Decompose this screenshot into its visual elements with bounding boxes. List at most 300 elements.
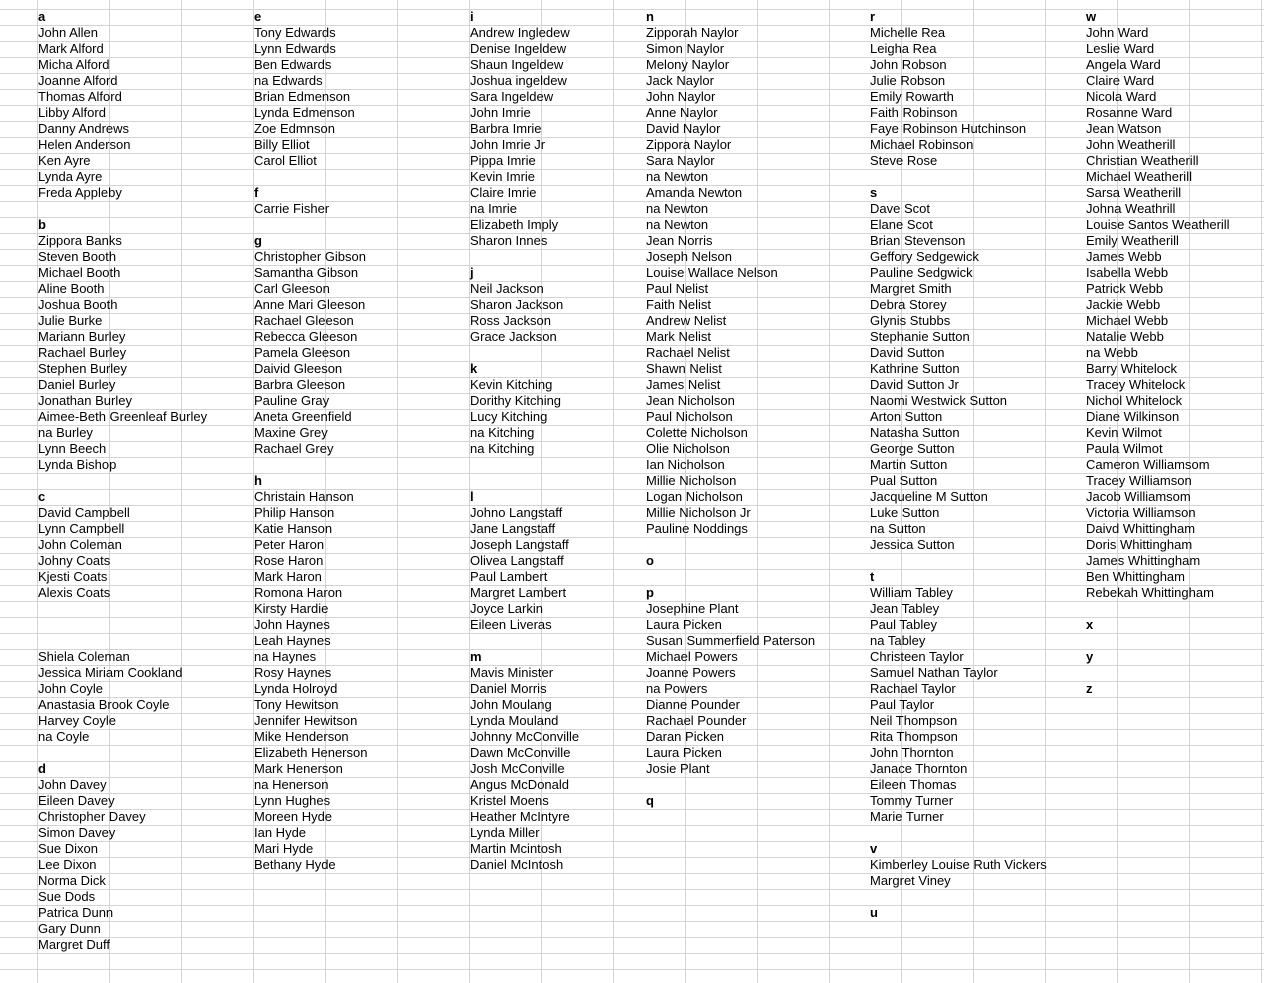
- name-cell[interactable]: Michael Webb: [1086, 313, 1169, 328]
- name-cell[interactable]: na Imrie: [470, 201, 517, 216]
- section-letter-cell[interactable]: a: [38, 9, 46, 24]
- name-cell[interactable]: Nicola Ward: [1086, 89, 1157, 104]
- name-cell[interactable]: Jack Naylor: [646, 73, 714, 88]
- name-cell[interactable]: Mark Henerson: [254, 761, 343, 776]
- name-cell[interactable]: Logan Nicholson: [646, 489, 743, 504]
- name-cell[interactable]: Anne Naylor: [646, 105, 718, 120]
- name-cell[interactable]: Rebecca Gleeson: [254, 329, 358, 344]
- name-cell[interactable]: Pauline Sedgwick: [870, 265, 973, 280]
- name-cell[interactable]: na Edwards: [254, 73, 323, 88]
- name-cell[interactable]: Rachael Pounder: [646, 713, 747, 728]
- name-cell[interactable]: [1084, 601, 1230, 617]
- name-cell[interactable]: Lynn Hughes: [254, 793, 331, 808]
- name-cell[interactable]: John Imrie: [470, 105, 531, 120]
- name-cell[interactable]: Romona Haron: [254, 585, 343, 600]
- name-cell[interactable]: Johnny McConville: [470, 729, 580, 744]
- name-cell[interactable]: Rachael Taylor: [870, 681, 956, 696]
- name-cell[interactable]: Moreen Hyde: [254, 809, 333, 824]
- name-cell[interactable]: Billy Elliot: [254, 137, 310, 152]
- name-cell[interactable]: Emily Weatherill: [1086, 233, 1179, 248]
- section-letter-cell[interactable]: h: [254, 473, 262, 488]
- name-cell[interactable]: Louise Wallace Nelson: [646, 265, 778, 280]
- name-cell[interactable]: Lynda Ayre: [38, 169, 103, 184]
- name-cell[interactable]: Stephanie Sutton: [870, 329, 970, 344]
- name-cell[interactable]: Julie Burke: [38, 313, 103, 328]
- name-cell[interactable]: Bethany Hyde: [254, 857, 336, 872]
- name-cell[interactable]: Janace Thornton: [870, 761, 968, 776]
- name-cell[interactable]: na Newton: [646, 217, 709, 232]
- name-cell[interactable]: Margret Duff: [38, 937, 111, 952]
- name-cell[interactable]: Joshua Booth: [38, 297, 118, 312]
- name-cell[interactable]: [1084, 633, 1230, 649]
- name-cell[interactable]: Stephen Burley: [38, 361, 127, 376]
- name-cell[interactable]: Peter Haron: [254, 537, 325, 552]
- name-cell[interactable]: John Haynes: [254, 617, 330, 632]
- name-cell[interactable]: Barry Whitelock: [1086, 361, 1178, 376]
- name-cell[interactable]: na Webb: [1086, 345, 1138, 360]
- section-letter-cell[interactable]: v: [870, 841, 878, 856]
- name-cell[interactable]: na Tabley: [870, 633, 926, 648]
- name-cell[interactable]: Kevin Kitching: [470, 377, 553, 392]
- name-cell[interactable]: [468, 249, 579, 265]
- name-cell[interactable]: Joyce Larkin: [470, 601, 543, 616]
- name-cell[interactable]: Christain Hanson: [254, 489, 354, 504]
- name-cell[interactable]: [868, 553, 1047, 569]
- name-cell[interactable]: na Newton: [646, 169, 709, 184]
- name-cell[interactable]: Jonathan Burley: [38, 393, 132, 408]
- name-cell[interactable]: Natasha Sutton: [870, 425, 960, 440]
- name-cell[interactable]: Barbra Gleeson: [254, 377, 346, 392]
- name-cell[interactable]: Mari Hyde: [254, 841, 314, 856]
- name-cell[interactable]: [252, 457, 367, 473]
- name-cell[interactable]: Zipporah Naylor: [646, 25, 739, 40]
- name-cell[interactable]: Mark Alford: [38, 41, 104, 56]
- name-cell[interactable]: Shawn Nelist: [646, 361, 722, 376]
- name-cell[interactable]: David Sutton: [870, 345, 945, 360]
- name-cell[interactable]: Millie Nicholson: [646, 473, 737, 488]
- name-cell[interactable]: John Thornton: [870, 745, 954, 760]
- section-letter-cell[interactable]: o: [646, 553, 654, 568]
- name-cell[interactable]: John Imrie Jr: [470, 137, 546, 152]
- name-cell[interactable]: Mariann Burley: [38, 329, 126, 344]
- name-cell[interactable]: Paul Tabley: [870, 617, 937, 632]
- name-cell[interactable]: Paul Nelist: [646, 281, 709, 296]
- name-cell[interactable]: na Burley: [38, 425, 93, 440]
- name-cell[interactable]: Diane Wilkinson: [1086, 409, 1180, 424]
- name-cell[interactable]: [644, 537, 815, 553]
- name-cell[interactable]: [252, 217, 367, 233]
- name-cell[interactable]: Shiela Coleman: [38, 649, 130, 664]
- name-cell[interactable]: John Allen: [38, 25, 98, 40]
- name-cell[interactable]: Paul Nicholson: [646, 409, 733, 424]
- name-cell[interactable]: Tracey Williamson: [1086, 473, 1192, 488]
- name-cell[interactable]: Ross Jackson: [470, 313, 551, 328]
- name-cell[interactable]: Dawn McConville: [470, 745, 571, 760]
- name-cell[interactable]: na Kitching: [470, 425, 535, 440]
- name-cell[interactable]: Pauline Gray: [254, 393, 330, 408]
- name-cell[interactable]: Kevin Wilmot: [1086, 425, 1162, 440]
- name-cell[interactable]: Ken Ayre: [38, 153, 91, 168]
- name-cell[interactable]: John Naylor: [646, 89, 716, 104]
- name-cell[interactable]: Martin Sutton: [870, 457, 948, 472]
- section-letter-cell[interactable]: c: [38, 489, 46, 504]
- name-cell[interactable]: [36, 601, 207, 617]
- name-cell[interactable]: Mark Haron: [254, 569, 322, 584]
- name-cell[interactable]: Simon Davey: [38, 825, 116, 840]
- name-cell[interactable]: Grace Jackson: [470, 329, 557, 344]
- name-cell[interactable]: Louise Santos Weatherill: [1086, 217, 1230, 232]
- name-cell[interactable]: Norma Dick: [38, 873, 106, 888]
- name-cell[interactable]: Rose Haron: [254, 553, 324, 568]
- name-cell[interactable]: Gary Dunn: [38, 921, 101, 936]
- name-cell[interactable]: Eileen Thomas: [870, 777, 957, 792]
- name-cell[interactable]: Joanne Alford: [38, 73, 118, 88]
- name-cell[interactable]: Cameron Williamsom: [1086, 457, 1210, 472]
- name-cell[interactable]: Helen Anderson: [38, 137, 131, 152]
- name-cell[interactable]: Kirsty Hardie: [254, 601, 329, 616]
- name-cell[interactable]: Denise Ingeldew: [470, 41, 567, 56]
- name-cell[interactable]: na Newton: [646, 201, 709, 216]
- name-cell[interactable]: Angela Ward: [1086, 57, 1161, 72]
- section-letter-cell[interactable]: b: [38, 217, 46, 232]
- name-cell[interactable]: Christeen Taylor: [870, 649, 964, 664]
- name-cell[interactable]: Kristel Moens: [470, 793, 549, 808]
- name-cell[interactable]: [1084, 665, 1230, 681]
- name-cell[interactable]: Tracey Whitelock: [1086, 377, 1186, 392]
- name-cell[interactable]: Martin Mcintosh: [470, 841, 562, 856]
- name-cell[interactable]: na Henerson: [254, 777, 329, 792]
- name-cell[interactable]: [468, 473, 579, 489]
- name-cell[interactable]: Rebekah Whittingham: [1086, 585, 1214, 600]
- name-cell[interactable]: [468, 457, 579, 473]
- name-cell[interactable]: Josephine Plant: [646, 601, 739, 616]
- section-letter-cell[interactable]: g: [254, 233, 262, 248]
- name-cell[interactable]: David Naylor: [646, 121, 721, 136]
- name-cell[interactable]: Pippa Imrie: [470, 153, 536, 168]
- name-cell[interactable]: Patrick Webb: [1086, 281, 1164, 296]
- name-cell[interactable]: Andrew Nelist: [646, 313, 727, 328]
- name-cell[interactable]: Jean Watson: [1086, 121, 1162, 136]
- name-cell[interactable]: Susan Summerfield Paterson: [646, 633, 816, 648]
- name-cell[interactable]: Christian Weatherill: [1086, 153, 1199, 168]
- name-cell[interactable]: Johny Coats: [38, 553, 111, 568]
- name-cell[interactable]: Dianne Pounder: [646, 697, 740, 712]
- name-cell[interactable]: Emily Rowarth: [870, 89, 954, 104]
- name-cell[interactable]: Daniel Morris: [470, 681, 547, 696]
- name-cell[interactable]: [644, 777, 815, 793]
- name-cell[interactable]: Kathrine Sutton: [870, 361, 960, 376]
- name-cell[interactable]: Dorithy Kitching: [470, 393, 562, 408]
- name-cell[interactable]: Aline Booth: [38, 281, 105, 296]
- name-cell[interactable]: Paul Lambert: [470, 569, 548, 584]
- name-cell[interactable]: James Whittingham: [1086, 553, 1201, 568]
- name-cell[interactable]: Marie Turner: [870, 809, 944, 824]
- section-letter-cell[interactable]: t: [870, 569, 875, 584]
- name-cell[interactable]: Jean Tabley: [870, 601, 940, 616]
- name-cell[interactable]: Lynn Beech: [38, 441, 107, 456]
- name-cell[interactable]: Anne Mari Gleeson: [254, 297, 366, 312]
- name-cell[interactable]: Lee Dixon: [38, 857, 97, 872]
- name-cell[interactable]: Lynda Miller: [470, 825, 540, 840]
- section-letter-cell[interactable]: f: [254, 185, 259, 200]
- name-cell[interactable]: Jacqueline M Sutton: [870, 489, 988, 504]
- name-cell[interactable]: Margret Viney: [870, 873, 951, 888]
- section-letter-cell[interactable]: j: [470, 265, 474, 280]
- name-cell[interactable]: Colette Nicholson: [646, 425, 748, 440]
- name-cell[interactable]: Paula Wilmot: [1086, 441, 1163, 456]
- name-cell[interactable]: Joseph Nelson: [646, 249, 732, 264]
- name-cell[interactable]: Michael Booth: [38, 265, 121, 280]
- name-cell[interactable]: Victoria Williamson: [1086, 505, 1196, 520]
- name-cell[interactable]: Lynn Edwards: [254, 41, 336, 56]
- name-cell[interactable]: Samantha Gibson: [254, 265, 359, 280]
- name-cell[interactable]: Barbra Imrie: [470, 121, 542, 136]
- name-cell[interactable]: Simon Naylor: [646, 41, 725, 56]
- name-cell[interactable]: Sue Dods: [38, 889, 96, 904]
- name-cell[interactable]: David Campbell: [38, 505, 130, 520]
- name-cell[interactable]: na Haynes: [254, 649, 317, 664]
- name-cell[interactable]: Glynis Stubbs: [870, 313, 951, 328]
- name-cell[interactable]: Ian Nicholson: [646, 457, 725, 472]
- section-letter-cell[interactable]: q: [646, 793, 654, 808]
- name-cell[interactable]: Rachael Nelist: [646, 345, 730, 360]
- name-cell[interactable]: Jean Nicholson: [646, 393, 735, 408]
- name-cell[interactable]: Natalie Webb: [1086, 329, 1164, 344]
- section-letter-cell[interactable]: u: [870, 905, 878, 920]
- section-letter-cell[interactable]: m: [470, 649, 482, 664]
- name-cell[interactable]: [868, 889, 1047, 905]
- name-cell[interactable]: Dave Scot: [870, 201, 930, 216]
- name-cell[interactable]: Joseph Langstaff: [470, 537, 569, 552]
- name-cell[interactable]: Elane Scot: [870, 217, 933, 232]
- name-cell[interactable]: [868, 169, 1047, 185]
- name-cell[interactable]: Ben Whittingham: [1086, 569, 1185, 584]
- name-cell[interactable]: Lynn Campbell: [38, 521, 125, 536]
- name-cell[interactable]: Michael Powers: [646, 649, 738, 664]
- name-cell[interactable]: Ben Edwards: [254, 57, 332, 72]
- name-cell[interactable]: [36, 617, 207, 633]
- section-letter-cell[interactable]: r: [870, 9, 876, 24]
- name-cell[interactable]: Josie Plant: [646, 761, 710, 776]
- section-letter-cell[interactable]: n: [646, 9, 654, 24]
- name-cell[interactable]: John Moulang: [470, 697, 552, 712]
- name-cell[interactable]: Elizabeth Henerson: [254, 745, 368, 760]
- name-cell[interactable]: Mavis Minister: [470, 665, 554, 680]
- name-cell[interactable]: Naomi Westwick Sutton: [870, 393, 1008, 408]
- name-cell[interactable]: Doris Whittingham: [1086, 537, 1193, 552]
- section-letter-cell[interactable]: e: [254, 9, 262, 24]
- name-cell[interactable]: Ian Hyde: [254, 825, 307, 840]
- name-cell[interactable]: Libby Alford: [38, 105, 106, 120]
- name-cell[interactable]: Maxine Grey: [254, 425, 328, 440]
- name-cell[interactable]: Lucy Kitching: [470, 409, 548, 424]
- name-cell[interactable]: na Kitching: [470, 441, 535, 456]
- section-letter-cell[interactable]: x: [1086, 617, 1094, 632]
- name-cell[interactable]: [644, 569, 815, 585]
- name-cell[interactable]: Daivid Gleeson: [254, 361, 343, 376]
- name-cell[interactable]: Leslie Ward: [1086, 41, 1155, 56]
- section-letter-cell[interactable]: k: [470, 361, 478, 376]
- name-cell[interactable]: [36, 745, 207, 761]
- name-cell[interactable]: Rosanne Ward: [1086, 105, 1173, 120]
- name-cell[interactable]: Lynda Bishop: [38, 457, 117, 472]
- name-cell[interactable]: Harvey Coyle: [38, 713, 117, 728]
- name-cell[interactable]: Rachael Burley: [38, 345, 127, 360]
- name-cell[interactable]: George Sutton: [870, 441, 955, 456]
- name-cell[interactable]: Aimee-Beth Greenleaf Burley: [38, 409, 208, 424]
- name-cell[interactable]: Sara Ingeldew: [470, 89, 554, 104]
- name-cell[interactable]: Debra Storey: [870, 297, 947, 312]
- name-cell[interactable]: Zoe Edmnson: [254, 121, 335, 136]
- section-letter-cell[interactable]: l: [470, 489, 474, 504]
- section-letter-cell[interactable]: w: [1086, 9, 1097, 24]
- name-cell[interactable]: Jane Langstaff: [470, 521, 556, 536]
- name-cell[interactable]: [252, 169, 367, 185]
- name-cell[interactable]: Margret Lambert: [470, 585, 567, 600]
- name-cell[interactable]: Rachael Gleeson: [254, 313, 354, 328]
- name-cell[interactable]: [868, 825, 1047, 841]
- name-cell[interactable]: John Weatherill: [1086, 137, 1176, 152]
- name-cell[interactable]: Sharon Innes: [470, 233, 548, 248]
- name-cell[interactable]: Anastasia Brook Coyle: [38, 697, 170, 712]
- name-cell[interactable]: Elizabeth Imply: [470, 217, 559, 232]
- name-cell[interactable]: na Coyle: [38, 729, 90, 744]
- name-cell[interactable]: Lynda Mouland: [470, 713, 559, 728]
- name-cell[interactable]: Geffory Sedgewick: [870, 249, 979, 264]
- name-cell[interactable]: Lynda Edmenson: [254, 105, 355, 120]
- name-cell[interactable]: Neil Jackson: [470, 281, 544, 296]
- name-cell[interactable]: Aneta Greenfield: [254, 409, 352, 424]
- name-cell[interactable]: Olivea Langstaff: [470, 553, 564, 568]
- section-letter-cell[interactable]: s: [870, 185, 878, 200]
- name-cell[interactable]: Johno Langstaff: [470, 505, 563, 520]
- name-cell[interactable]: Joanne Powers: [646, 665, 736, 680]
- section-letter-cell[interactable]: p: [646, 585, 654, 600]
- name-cell[interactable]: Luke Sutton: [870, 505, 940, 520]
- name-cell[interactable]: John Davey: [38, 777, 107, 792]
- name-cell[interactable]: John Coleman: [38, 537, 122, 552]
- name-cell[interactable]: Sara Naylor: [646, 153, 715, 168]
- name-cell[interactable]: Mike Henderson: [254, 729, 349, 744]
- name-cell[interactable]: Angus McDonald: [470, 777, 569, 792]
- name-cell[interactable]: Jennifer Hewitson: [254, 713, 358, 728]
- name-cell[interactable]: Michelle Rea: [870, 25, 946, 40]
- name-cell[interactable]: Josh McConville: [470, 761, 565, 776]
- section-letter-cell[interactable]: y: [1086, 649, 1094, 664]
- name-cell[interactable]: Mark Nelist: [646, 329, 712, 344]
- section-letter-cell[interactable]: d: [38, 761, 46, 776]
- name-cell[interactable]: Tony Hewitson: [254, 697, 339, 712]
- name-cell[interactable]: Carol Elliot: [254, 153, 317, 168]
- name-cell[interactable]: Micha Alford: [38, 57, 110, 72]
- name-cell[interactable]: na Powers: [646, 681, 708, 696]
- name-cell[interactable]: Brian Stevenson: [870, 233, 966, 248]
- name-cell[interactable]: Michael Robinson: [870, 137, 974, 152]
- name-cell[interactable]: Paul Taylor: [870, 697, 935, 712]
- name-cell[interactable]: Isabella Webb: [1086, 265, 1169, 280]
- name-cell[interactable]: Jessica Miriam Cookland: [38, 665, 183, 680]
- name-cell[interactable]: Johna Weathrill: [1086, 201, 1176, 216]
- name-cell[interactable]: Eileen Davey: [38, 793, 115, 808]
- name-cell[interactable]: Rosy Haynes: [254, 665, 332, 680]
- name-cell[interactable]: Laura Picken: [646, 745, 722, 760]
- name-cell[interactable]: Rita Thompson: [870, 729, 958, 744]
- name-cell[interactable]: Eileen Liveras: [470, 617, 552, 632]
- name-cell[interactable]: Leigha Rea: [870, 41, 937, 56]
- name-cell[interactable]: [468, 633, 579, 649]
- name-cell[interactable]: Shaun Ingeldew: [470, 57, 564, 72]
- name-cell[interactable]: [36, 201, 207, 217]
- name-cell[interactable]: Thomas Alford: [38, 89, 122, 104]
- name-cell[interactable]: Philip Hanson: [254, 505, 335, 520]
- name-cell[interactable]: Pamela Gleeson: [254, 345, 351, 360]
- name-cell[interactable]: Rachael Grey: [254, 441, 334, 456]
- name-cell[interactable]: Danny Andrews: [38, 121, 130, 136]
- name-cell[interactable]: Carl Gleeson: [254, 281, 330, 296]
- name-cell[interactable]: Laura Picken: [646, 617, 722, 632]
- name-cell[interactable]: Claire Ward: [1086, 73, 1155, 88]
- name-cell[interactable]: [468, 345, 579, 361]
- name-cell[interactable]: Margret Smith: [870, 281, 952, 296]
- name-cell[interactable]: Melony Naylor: [646, 57, 730, 72]
- name-cell[interactable]: [36, 473, 207, 489]
- name-cell[interactable]: Neil Thompson: [870, 713, 958, 728]
- name-cell[interactable]: Nichol Whitelock: [1086, 393, 1183, 408]
- name-cell[interactable]: Christopher Gibson: [254, 249, 366, 264]
- name-cell[interactable]: Tommy Turner: [870, 793, 954, 808]
- name-cell[interactable]: Patrica Dunn: [38, 905, 114, 920]
- name-cell[interactable]: Jean Norris: [646, 233, 713, 248]
- name-cell[interactable]: Steve Rose: [870, 153, 938, 168]
- name-cell[interactable]: James Nelist: [646, 377, 721, 392]
- name-cell[interactable]: Sue Dixon: [38, 841, 98, 856]
- name-cell[interactable]: Carrie Fisher: [254, 201, 330, 216]
- name-cell[interactable]: Kjesti Coats: [38, 569, 108, 584]
- name-cell[interactable]: Andrew Ingledew: [470, 25, 570, 40]
- name-cell[interactable]: Joshua ingeldew: [470, 73, 567, 88]
- name-cell[interactable]: Millie Nicholson Jr: [646, 505, 751, 520]
- section-letter-cell[interactable]: i: [470, 9, 474, 24]
- name-cell[interactable]: John Robson: [870, 57, 947, 72]
- name-cell[interactable]: Leah Haynes: [254, 633, 331, 648]
- name-cell[interactable]: Olie Nicholson: [646, 441, 730, 456]
- name-cell[interactable]: Pual Sutton: [870, 473, 938, 488]
- name-cell[interactable]: James Webb: [1086, 249, 1162, 264]
- name-cell[interactable]: Jessica Sutton: [870, 537, 955, 552]
- name-cell[interactable]: Daniel McIntosh: [470, 857, 564, 872]
- name-cell[interactable]: Pauline Noddings: [646, 521, 748, 536]
- name-cell[interactable]: Kevin Imrie: [470, 169, 536, 184]
- name-cell[interactable]: Lynda Holroyd: [254, 681, 338, 696]
- name-cell[interactable]: Claire Imrie: [470, 185, 537, 200]
- name-cell[interactable]: Amanda Newton: [646, 185, 743, 200]
- name-cell[interactable]: Julie Robson: [870, 73, 946, 88]
- section-letter-cell[interactable]: z: [1086, 681, 1093, 696]
- name-cell[interactable]: Daivd Whittingham: [1086, 521, 1196, 536]
- name-cell[interactable]: John Coyle: [38, 681, 104, 696]
- name-cell[interactable]: [36, 633, 207, 649]
- name-cell[interactable]: Jackie Webb: [1086, 297, 1161, 312]
- name-cell[interactable]: Zippora Banks: [38, 233, 122, 248]
- name-cell[interactable]: Sharon Jackson: [470, 297, 564, 312]
- name-cell[interactable]: Kimberley Louise Ruth Vickers: [870, 857, 1047, 872]
- name-cell[interactable]: Alexis Coats: [38, 585, 111, 600]
- name-cell[interactable]: Sarsa Weatherill: [1086, 185, 1182, 200]
- name-cell[interactable]: Arton Sutton: [870, 409, 943, 424]
- name-cell[interactable]: Brian Edmenson: [254, 89, 351, 104]
- name-cell[interactable]: Katie Hanson: [254, 521, 333, 536]
- name-cell[interactable]: Zippora Naylor: [646, 137, 732, 152]
